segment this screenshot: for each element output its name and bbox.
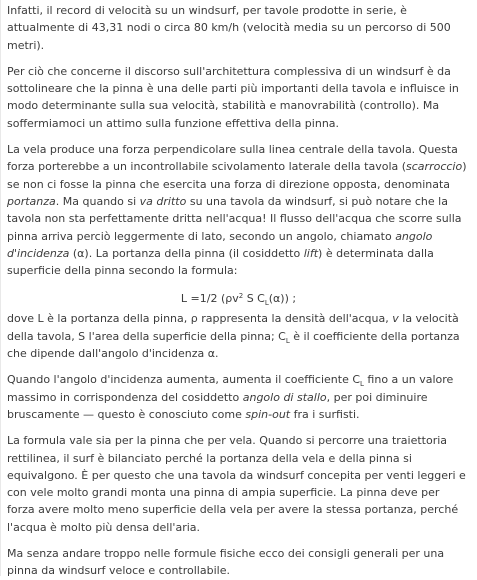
term-v: v [392,312,399,326]
paragraph-text: Per ciò che concerne il discorso sull'architettura complessiva di un windsurf è da sottolineare che la pinna è una delle parti più importanti della tavola e influisce in modo determinante sulla sua velocità, stabilità e manovrabilità (controllo). Ma soffermiamoci un attimo sulla funzione effettiva della pinna. [7,64,459,130]
paragraph-text: Ma senza andare troppo nelle formule fisiche ecco dei consigli generali per una pinna da windsurf veloce e controllabile. [7,547,445,578]
term-scarroccio: scarroccio [406,160,463,174]
lift-formula [7,288,470,309]
paragraph-sail-fin-balance [7,432,470,536]
paragraph-sail-force [7,141,470,279]
paragraph-stall-angle [7,371,470,423]
text-segment: La vela produce una forza perpendicolare sulla linea centrale della tavola. Questa forza porterebbe a un incontrollabile scivolamento laterale della tavola ( [7,143,458,174]
paragraph-fin-architecture [7,63,470,132]
term-angolo-incidenza: angolo d'incidenza [7,229,433,260]
formula-part: (α)) ; [268,292,297,306]
text-segment: Quando l'angolo d'incidenza aumenta, aumenta il coefficiente C [7,373,361,387]
paragraph-closing [7,545,470,580]
text-segment: la velocità della tavola, S l'area della superficie della pinna; C [7,312,459,343]
text-segment: fino a un valore massimo in corrispondenza del cosiddetto [7,373,454,404]
text-segment: è il coefficiente della portanza che dipende dall'angolo d'incidenza α. [7,329,460,361]
formula-subscript: L [264,299,269,308]
paragraph-text: Infatti, il record di velocità su un windsurf, per tavole prodotte in serie, è attualmente di 43,31 nodi o circa 80 km/h (velocità media su un percorso di 500 metri). [7,4,451,52]
formula-exponent: 2 [238,292,244,301]
text-segment: ) è determinata dalla superficie della pinna secondo la formula: [7,246,434,278]
paragraph-formula-legend [7,310,470,362]
paragraph-text: La formula vale sia per la pinna che per vela. Quando si percorre una traiettoria rettilinea, il surf è bilanciato perché la portanza della vela e della pinna si equivalgono. È per questo che una tavola da windsurf concepita per venti leggeri e con vele molto grandi monta una pinna di ampia superficie. La pinna deve per forza avere molto meno superficie della vela per avere la stessa portanza, perché l'acqua è molto più densa dell'aria. [7,434,466,534]
text-segment: dove L è la portanza della pinna, ρ rappresenta la densità dell'acqua, [7,312,393,326]
subscript-l: L [360,380,364,389]
term-lift: lift [303,246,319,260]
formula-part: L =1/2 (ρv [180,292,239,306]
text-segment: fra i surfisti. [290,407,360,421]
term-angolo-stallo: angolo di stallo [242,390,327,404]
formula-part: S C [243,292,265,306]
text-segment: su una tavola da windsurf, si può notare che la tavola non sta perfettamente dritta nell'acqua! Il flusso dell'acqua che scorre sulla pinna arriva perciò leggermente di lato, secondo un angolo, chiamato [7,194,462,243]
term-portanza: portanza [7,194,56,208]
text-segment: , per poi diminuire bruscamente — questo è conosciuto come [7,390,428,421]
text-segment: (α). La portanza della pinna (il cosiddetto [69,246,304,260]
term-va-dritto: va dritto [139,194,187,208]
text-segment: ) se non ci fosse la pinna che esercita una forza di direzione opposta, denominata [7,160,467,191]
paragraph-speed-record [7,2,470,54]
text-segment: . Ma quando si [55,194,140,208]
subscript-l: L [285,336,290,345]
term-spin-out: spin-out [245,407,291,421]
